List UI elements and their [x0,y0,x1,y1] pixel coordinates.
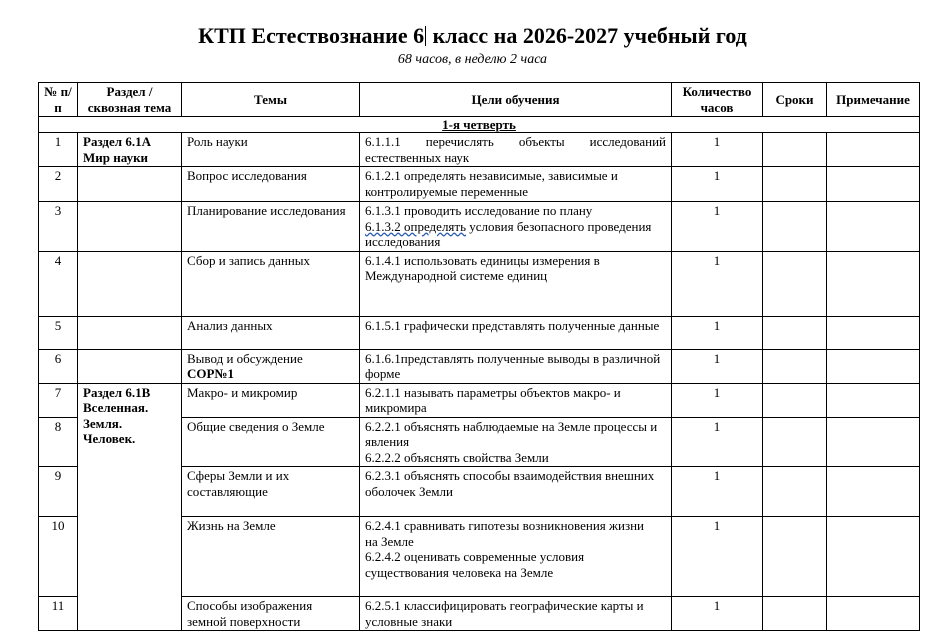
row-topic: Планирование исследования [182,202,360,252]
table-row [39,133,920,167]
row-goals: 6.1.4.1 использовать единицы измерения в Международной системе единиц [360,251,672,316]
row-goals: 6.1.1.1 перечислять объекты исследований естественных наук [360,133,672,167]
row-dates [763,349,827,383]
row-notes [827,517,920,597]
row-topic: Жизнь на Земле [182,517,360,597]
row-topic: Сбор и запись данных [182,251,360,316]
row-topic: Макро- и микромир [182,383,360,417]
row-hours: 1 [672,349,763,383]
row-notes [827,167,920,202]
row-num: 7 [39,383,78,417]
row-num: 1 [39,133,78,167]
row-num: 8 [39,417,78,467]
table-row [39,251,920,316]
row-section [78,202,182,252]
row-hours: 1 [672,133,763,167]
row-notes [827,202,920,252]
row-hours: 1 [672,383,763,417]
row-topic: Способы изображения земной поверхности [182,597,360,631]
row-goals: 6.2.1.1 называть параметры объектов макро- и микромира [360,383,672,417]
header-row [39,83,920,117]
row-hours: 1 [672,467,763,517]
row-section [78,316,182,349]
header-hours: Количество часов [672,83,763,117]
row-section: Раздел 6.1В Вселенная. Земля. Человек. [78,383,182,631]
row-hours: 1 [672,202,763,252]
row-notes [827,316,920,349]
row-notes [827,597,920,631]
row-goals: 6.1.5.1 графически представлять полученные данные [360,316,672,349]
row-notes [827,251,920,316]
row-dates [763,167,827,202]
row-dates [763,251,827,316]
row-section [78,251,182,316]
ktp-table [38,82,920,631]
row-hours: 1 [672,597,763,631]
row-hours: 1 [672,517,763,597]
row-dates [763,133,827,167]
header-goals: Цели обучения [360,83,672,117]
row-goals: 6.2.5.1 классифицировать географические карты и условные знаки [360,597,672,631]
row-dates [763,202,827,252]
row-num: 5 [39,316,78,349]
row-num: 9 [39,467,78,517]
row-topic: Роль науки [182,133,360,167]
row-topic: Общие сведения о Земле [182,417,360,467]
quarter-row [39,117,920,133]
row-goals: 6.2.2.1 объяснять наблюдаемые на Земле процессы и явления 6.2.2.2 объяснять свойства Земли [360,417,672,467]
header-dates: Сроки [763,83,827,117]
page-title [0,22,945,50]
row-hours: 1 [672,417,763,467]
header-notes: Примечание [827,83,920,117]
quarter-label: 1-я четверть [39,117,920,133]
row-dates [763,316,827,349]
row-goals: 6.1.3.1 проводить исследование по плану 6.1.3.2 определять условия безопасного проведения исследования [360,202,672,252]
row-notes [827,417,920,467]
table-row [39,349,920,383]
row-topic: Анализ данных [182,316,360,349]
row-goals: 6.2.4.1 сравнивать гипотезы возникновения жизни на Земле 6.2.4.2 оценивать современные условия существования человека на Земле [360,517,672,597]
page-subtitle: 68 часов, в неделю 2 часа [397,52,548,67]
row-goals: 6.1.6.1представлять полученные выводы в различной форме [360,349,672,383]
row-dates [763,467,827,517]
table-row [39,202,920,252]
row-dates [763,417,827,467]
title-part1: КТП Естествознание 6 [198,23,425,48]
row-notes [827,383,920,417]
row-topic: Вопрос исследования [182,167,360,202]
table-row [39,316,920,349]
text-cursor [425,26,426,46]
row-section [78,349,182,383]
row-hours: 1 [672,316,763,349]
table-row [39,383,920,417]
row-num: 2 [39,167,78,202]
sor-label: СОР№1 [187,366,235,381]
row-topic: Вывод и обсуждение СОР№1 [182,349,360,383]
row-notes [827,349,920,383]
row-dates [763,383,827,417]
row-section: Раздел 6.1А Мир науки [78,133,182,167]
row-hours: 1 [672,167,763,202]
row-num: 10 [39,517,78,597]
row-section [78,167,182,202]
row-num: 6 [39,349,78,383]
row-topic: Сферы Земли и их составляющие [182,467,360,517]
header-num: № п/п [39,83,78,117]
row-dates [763,597,827,631]
row-goals: 6.1.2.1 определять независимые, зависимые и контролируемые переменные [360,167,672,202]
row-notes [827,133,920,167]
header-section: Раздел / сквозная тема [78,83,182,117]
title-part2: класс на 2026-2027 учебный год [427,23,747,48]
row-num: 3 [39,202,78,252]
header-topic: Темы [182,83,360,117]
row-dates [763,517,827,597]
table-row [39,167,920,202]
row-num: 11 [39,597,78,631]
row-hours: 1 [672,251,763,316]
row-num: 4 [39,251,78,316]
row-goals: 6.2.3.1 объяснять способы взаимодействия внешних оболочек Земли [360,467,672,517]
row-notes [827,467,920,517]
